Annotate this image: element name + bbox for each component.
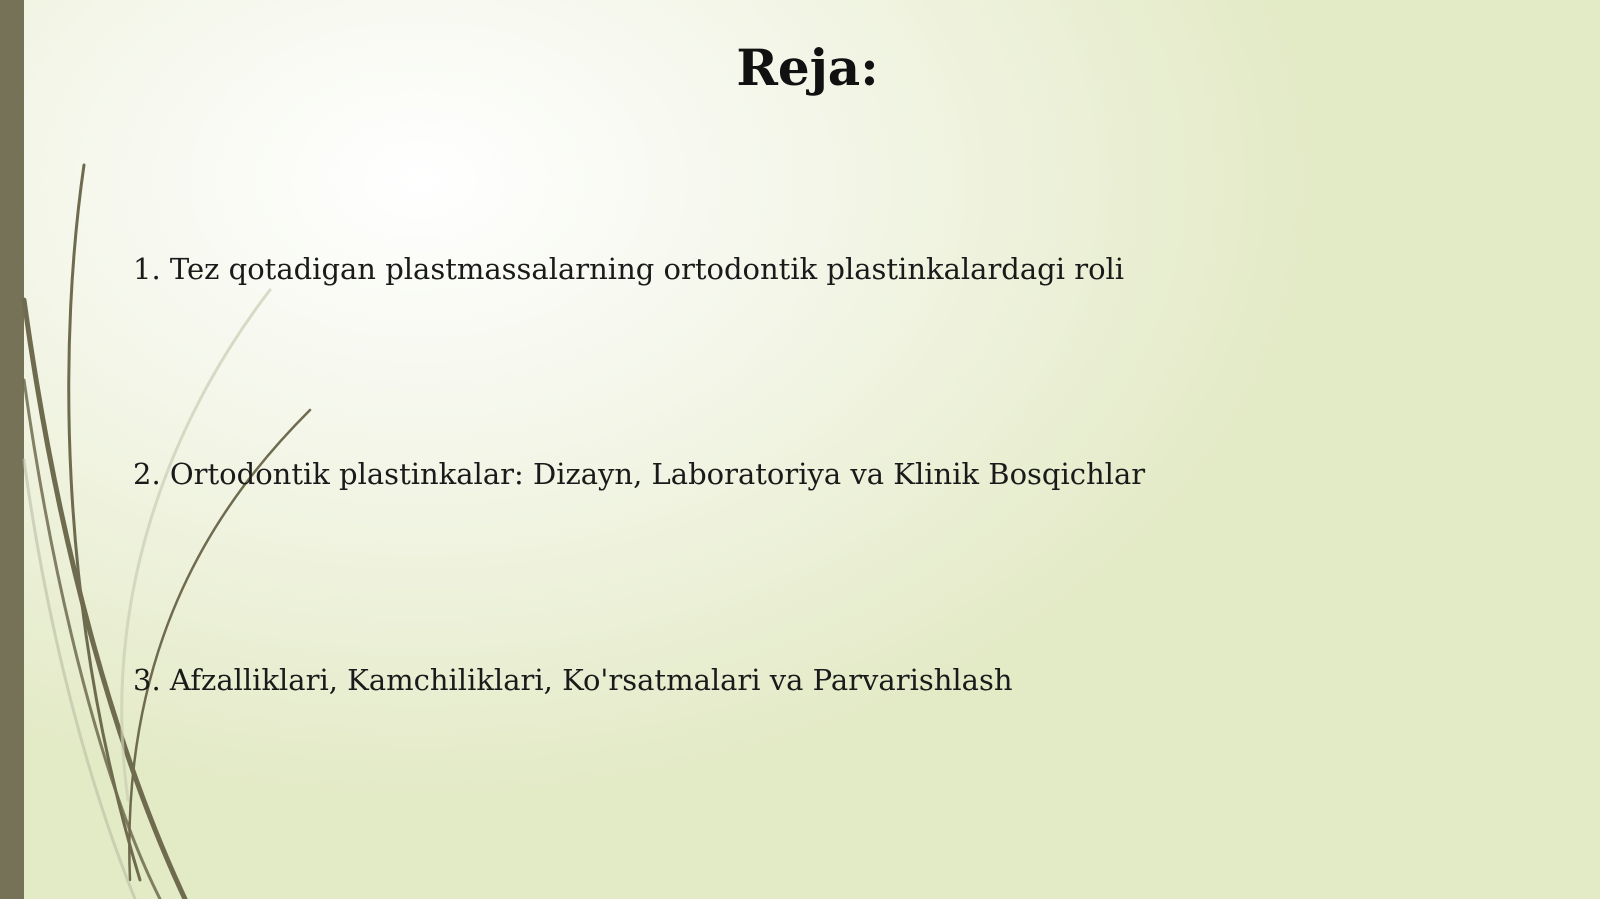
plan-item-3: 3. Afzalliklari, Kamchiliklari, Ko'rsatmalari va Parvarishlash (133, 663, 1013, 697)
slide-title: Reja: (736, 38, 879, 97)
plan-item-1: 1. Tez qotadigan plastmassalarning ortodontik plastinkalardagi roli (133, 252, 1125, 286)
grass-decoration-icon (0, 0, 360, 899)
plan-item-2: 2. Ortodontik plastinkalar: Dizayn, Laboratoriya va Klinik Bosqichlar (133, 457, 1146, 491)
